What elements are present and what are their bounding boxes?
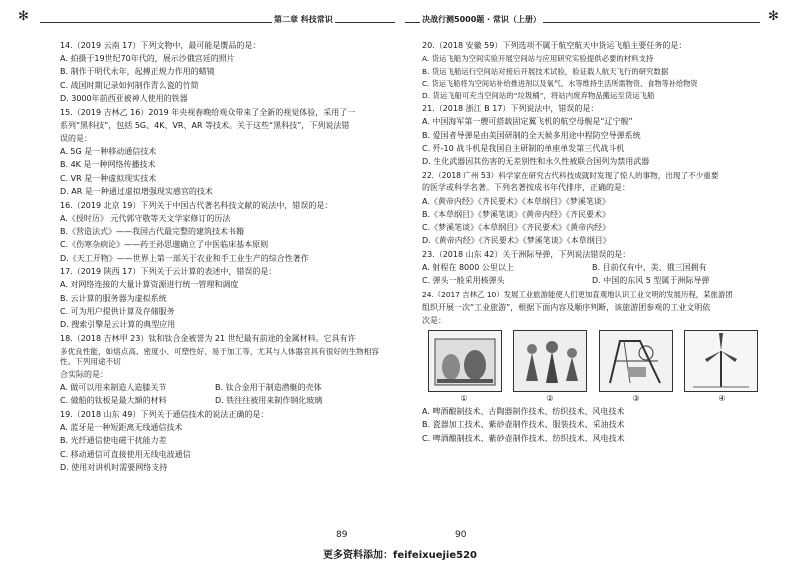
option: C. 货运飞船将为空间站补给推进剂以及氧气、水等维持生活所需物资、食物等补给物资 [422, 79, 698, 89]
illustration-loom-image [599, 330, 673, 392]
question-14: 14.（2019 云南 17）下列文物中，最可能是赝品的是： [60, 41, 261, 50]
option: B.《营造法式》——我国古代最完整的建筑技术书籍 [60, 227, 245, 237]
option: A.《授时历》 元代郭守敬等天文学家修订的历法 [60, 213, 231, 223]
caption-3: ③ [632, 393, 640, 403]
question-22-line2: 的医学或科学名著。下列名著按成书年代排序，正确的是： [422, 183, 630, 193]
footer-contact-text: 更多资料添加：feifeixuejie520 [323, 550, 477, 561]
decorative-star-icon: ✻ [18, 9, 29, 24]
chapter-title: 第二章 科技常识 [274, 15, 333, 24]
option: B.《本草纲目》《梦溪笔谈》《黄帝内经》《齐民要术》 [422, 209, 611, 219]
question-23: 23.（2018 山东 42）关于洲际导弹，下列说法错误的是： [422, 249, 631, 259]
option: A. 货运飞船为空间实验开展空间站与应用研究实验提供必要的材料支持 [422, 54, 654, 64]
option-row [60, 396, 390, 407]
option: D. AR 是一种通过虚拟增强现实感官的技术 [60, 186, 213, 196]
option: C. 歼-10 战斗机是我国自主研制的单座单发第三代战斗机 [422, 143, 625, 153]
question-22: 22.（2018 广州 53）科学家在研究古代科技成就时发现了惊人的事物，出现了不少重要 [422, 170, 719, 180]
right-page [400, 0, 800, 566]
option: B. 货运飞船运行空间站对接后开展技术试验，验证载人航天飞行的研究数据 [422, 66, 669, 76]
option: D. 3000年前西亚被神人使用的铁器 [60, 93, 188, 103]
page-number: 89 [336, 530, 348, 540]
option: A. 拍摄于19世纪70年代的，展示沙俄宫廷的照片 [60, 54, 235, 64]
option: B. 制作于明代永年，起搏正规力作用的蜡镜 [60, 67, 215, 77]
option: D. 铁往往被用来制作钢化玻璃 [215, 396, 323, 406]
page-number: 90 [455, 530, 467, 540]
option: A. 5G 是一种移动通信技术 [60, 147, 157, 157]
option-row [422, 276, 772, 287]
option: C. 做船的钛板是最大額的材料 [60, 396, 167, 406]
option: C. 可为用户提供计算及存储服务 [60, 306, 175, 316]
question-19: 19.（2018 山东 49）下列关于通信技术的说法正确的是： [60, 410, 269, 420]
option: A. 做可以用来制造人造膝关节 [60, 383, 167, 393]
caption-4: ④ [718, 393, 726, 403]
option: C. 移动通信可直接使用无线电波通信 [60, 449, 191, 459]
option: D.《天工开物》——世界上第一部关于农业和手工业生产的综合性著作 [60, 253, 309, 263]
option: B. 爱国者导弹是由美国研制的全天候多用途中程防空导弹系统 [422, 130, 641, 140]
option: B. 光纤通信使电磁干扰能力差 [60, 436, 167, 446]
option: D. 中国的东风 5 型属于洲际导弹 [592, 276, 710, 286]
option: D. 搜索引擎是云计算的典型应用 [60, 320, 176, 330]
question-24-line3: 次是： [422, 315, 446, 325]
illustration-vessels-image [513, 330, 587, 392]
left-column [60, 38, 390, 476]
question-18: 18.（2018 吉林甲 23）钛和钛合金被誉为 21 世纪最有前途的金属材料。它具有许 [60, 333, 356, 343]
illustration-pottery-image [428, 330, 502, 392]
book-title: 决战行测5000题 · 常识（上册） [422, 15, 541, 24]
option: B. 目前仅有中、美、俄三国拥有 [592, 263, 707, 273]
caption-2: ② [546, 393, 554, 403]
question-21: 21.（2018 浙江 B 17）下列说法中，错误的是： [422, 104, 599, 114]
option: D.《黄帝内经》《齐民要术》《梦溪笔谈》《本草纲目》 [422, 236, 611, 246]
caption-1: ① [460, 393, 468, 403]
option: B. 钛合金用于制造潜艇的壳体 [215, 383, 322, 393]
question-24: 24.（2017 吉林乙 10）发展工业旅游能使人们更加直观地认识工业文明的发展历程，某旅游团 [422, 290, 733, 300]
option: A. 对网络连接的大量计算资源进行统一管理和调度 [60, 280, 239, 290]
question-20: 20.（2018 安徽 59）下列选项不属于航空航天中货运飞船主要任务的是： [422, 41, 687, 50]
option: C. 战国时期记录如何制作青么瓷的竹简 [60, 80, 199, 90]
option: D. 货运飞船可充当空间站的“垃圾桶”，将站内废弃物品搬运至货运飞船 [422, 91, 655, 101]
illustration-row [428, 330, 758, 392]
option: B. 云计算的服务器为虚拟系统 [60, 293, 167, 303]
option: A. 中国海军第一艘可搭载固定翼飞机的航空母舰是“辽宁舰” [422, 117, 633, 127]
option: A.《黄帝内经》《齐民要术》《本草纲目》《梦溪笔谈》 [422, 196, 610, 206]
option-row [422, 263, 772, 274]
header-rule [40, 22, 395, 23]
option: D. 使用对讲机时需要网络支持 [60, 462, 168, 472]
illustration-wind-turbine-image [684, 330, 758, 392]
question-15-line3: 误的是： [60, 134, 92, 144]
option: B. 4K 是一种网络传播技术 [60, 160, 156, 170]
option: C. 啤酒酿制技术、紫砂壶制作技术、纺织技术、风电技术 [422, 433, 625, 443]
right-column [422, 38, 772, 447]
option: C.《梦溪笔谈》《本草纲目》《齐民要术》《黄帝内经》 [422, 223, 611, 233]
question-15-line2: 系列“黑科技”，包括 5G、4K、VR、AR 等技术。关于这些“黑科技”，下列说法错 [60, 120, 350, 130]
option: C. VR 是一种虚拟现实技术 [60, 173, 157, 183]
question-18-line3: 合实际的是： [60, 369, 108, 379]
decorative-star-icon: ✻ [768, 9, 779, 24]
question-17: 17.（2019 陕西 17）下列关于云计算的表述中，错误的是： [60, 267, 277, 277]
option: B. 瓷器加工技术、紫砂壶制作技术、服装技术、采油技术 [422, 420, 625, 430]
option: A. 射程在 8000 公里以上 [422, 263, 514, 273]
option: C. 弹头一般采用核弹头 [422, 276, 505, 286]
option: A. 啤酒酿制技术、古陶器制作技术、纺织技术、风电技术 [422, 407, 625, 417]
option: D. 生化武器因其伤害的无差别性和永久性被联合国列为禁用武器 [422, 157, 650, 166]
question-15: 15.（2019 吉林乙 16）2019 年央视春晚给观众带来了全新的视觉体验，采用了一 [60, 107, 356, 117]
illustration-captions [428, 394, 758, 405]
question-18-line2: 多优良性能，如熔点高、密度小、可塑性好、易于加工等，尤其与人体器官具有很好的生物相容性。下列用途不切 [60, 347, 379, 367]
question-16: 16.（2019 北京 19）下列关于中国古代著名科技文献的说法中，错误的是： [60, 200, 333, 210]
question-24-line2: 组织开展一次“工业旅游”，根据下面内容及顺序判断，该旅游团参观的工业文明依 [422, 302, 711, 312]
option: C.《伤寒杂病论》——药王孙思邈确立了中医临床基本原则 [60, 240, 269, 250]
option: A. 蓝牙是一种短距离无线通信技术 [60, 423, 183, 433]
option-row [60, 383, 390, 394]
